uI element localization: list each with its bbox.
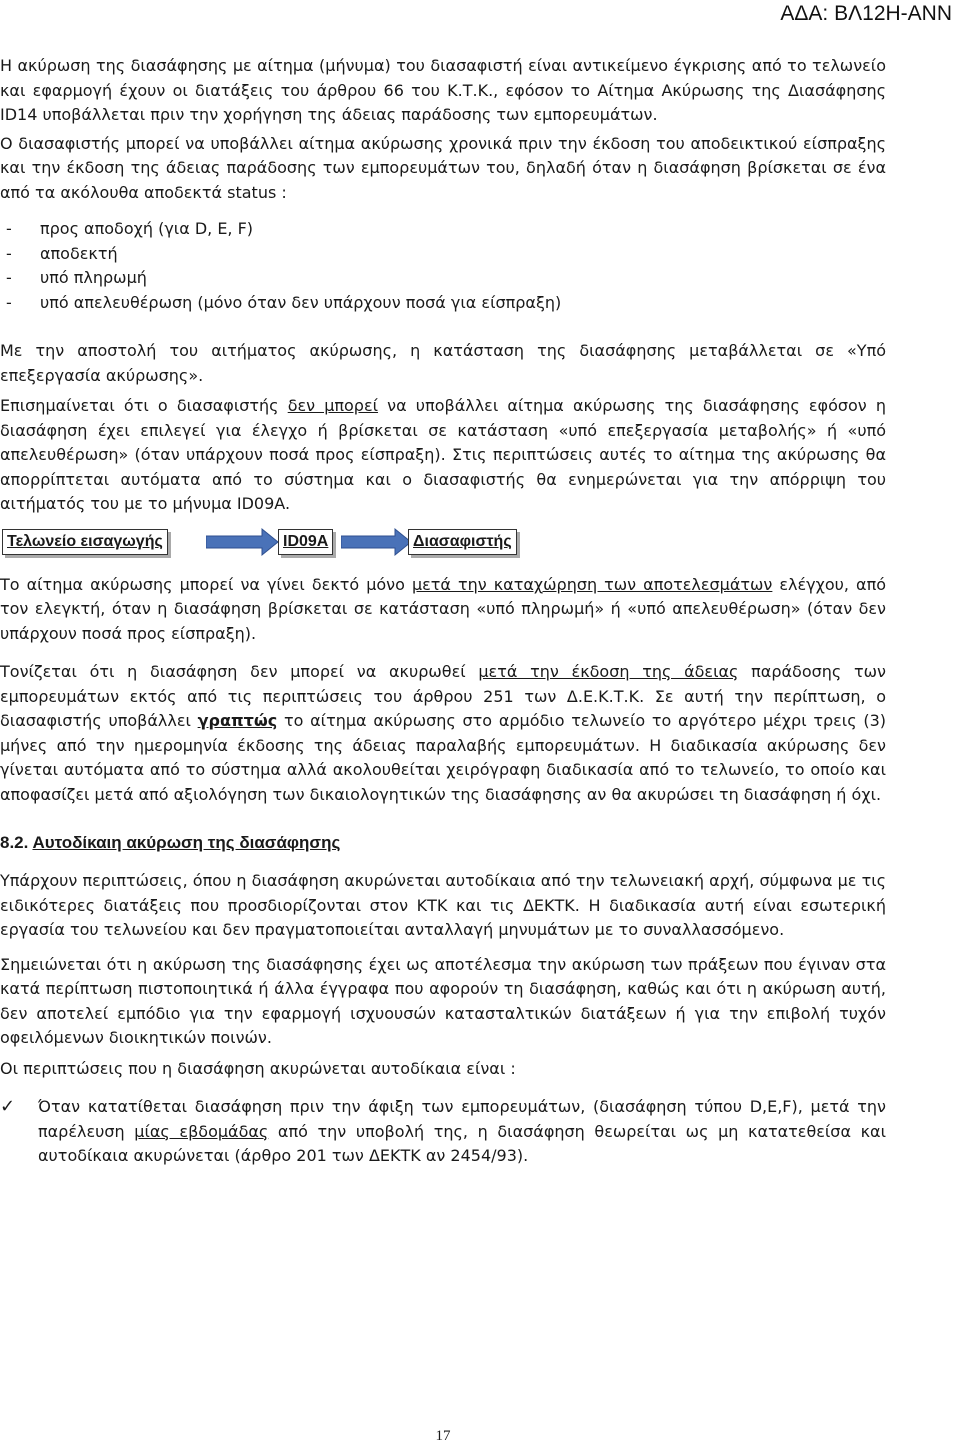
paragraph-cancellation-approval: Η ακύρωση της διασάφησης με αίτημα (μήνυμα) του διασαφιστή είναι αντικείμενο έγκρισης από το τελωνείο και εφαρμογή έχουν οι διατάξεις του άρθρου 66 του Κ.Τ.Κ., εφόσον το Αίτημα Ακύρωσης της Διασάφησης ID14 υποβάλλεται πριν την χορήγηση της άδειας παράδοσης των εμπορευμάτων. <box>0 56 886 124</box>
document-body <box>0 54 886 1169</box>
checkmark-icon: ✓ <box>0 1096 16 1117</box>
status-list <box>0 217 886 315</box>
text-run: Τονίζεται ότι η διασάφηση δεν μπορεί να ακυρωθεί <box>0 662 479 681</box>
text-run: από την υποβολή της, η διασάφηση θεωρείται ως μη κατατεθείσα και αυτοδίκαια ακυρώνεται (άρθρο 201 των ΔΕΚΤΚ αν 2454/93). <box>38 1121 886 1165</box>
dash-bullet: - <box>6 243 12 263</box>
text-run: Το αίτημα ακύρωσης μπορεί να γίνει δεκτό μόνο <box>0 574 412 594</box>
text-run: Όταν κατατίθεται διασάφηση πριν την άφιξη των εμπορευμάτων, (διασάφηση τύπου D,E,F), μετά την παρέλευση <box>38 1097 886 1141</box>
underlined-bold-text: γραπτώς <box>197 711 278 730</box>
text-run: παράδοσης των εμπορευμάτων εκτός από τις περιπτώσεις του άρθρου 251 των Δ.Ε.Κ.Τ.Κ. Σε αυτή την περίπτωση, ο διασαφιστής υποβάλλει <box>0 662 886 730</box>
checklist-item <box>0 1095 886 1169</box>
paragraph-cancellation-effects: Σημειώνεται ότι η ακύρωση της διασάφησης έχει ως αποτέλεσμα την ακύρωση των πράξεων που έγιναν στα κατά περίπτωση πιστοποιητικά ή άλλα έγγραφα που αφορούν τη διασάφηση, καθώς και ότι η ακύρωση αυτή, δεν αποτελεί εμπόδιο για την εφαρμογή ισχυουσών κατασταλτικών διατάξεων ή για την επιβολή τυχόν οφειλόμενων διοικητικών ποινών. <box>0 954 886 1047</box>
paragraph-cannot-cancel <box>0 394 886 517</box>
text-run: το αίτημα ακύρωσης στο αρμόδιο τελωνείο το αργότερο μέχρι τρεις (3) μήνες από την ημερομηνία έκδοσης της άδειας παραλαβής εμπορευμάτων. Η διαδικασία ακύρωσης δεν γίνεται αυτόματα από το σύστημα αλλά ακολουθείται χειρόγραφη διαδικασία από το τελωνείο, το οποίο και αποφασίζει μετά από αξιολόγηση των δικαιολογητικών της διασάφησης αν θα ακυρώσει τη διασάφηση ή όχι. <box>0 711 886 804</box>
paragraph-accepted-after-results <box>0 573 886 647</box>
underlined-text: μίας εβδομάδας <box>134 1121 269 1141</box>
status-list-item <box>0 291 886 316</box>
ada-code: ΑΔΑ: ΒΛ12Η-ΑΝΝ <box>780 2 952 25</box>
dash-bullet: - <box>6 292 12 312</box>
underlined-text: δεν μπορεί <box>287 396 379 415</box>
status-text: προς αποδοχή (για D, E, F) <box>40 219 254 238</box>
underlined-text: μετά την καταχώρηση των αποτελεσμάτων <box>411 574 773 594</box>
arrow-right-icon <box>206 527 280 557</box>
flow-box-customs-office: Τελωνείο εισαγωγής <box>2 529 168 555</box>
status-list-item <box>0 242 886 267</box>
flow-box-message: ID09A <box>278 529 333 555</box>
text-run: ελέγχου, από τον ελεγκτή, όταν η διασάφηση βρίσκεται σε κατάσταση «υπό πληρωμή» ή «υπό απελευθέρωση» (όταν δεν υπάρχουν ποσά προς είσπραξη). <box>0 574 887 643</box>
status-list-item <box>0 266 886 291</box>
flow-box-declarant: Διασαφιστής <box>408 529 517 555</box>
text-run: να υποβάλλει αίτημα ακύρωσης της διασάφησης εφόσον η διασάφηση έχει επιλεγεί για έλεγχο ή βρίσκεται σε κατάσταση «υπό επεξεργασία μεταβολής» ή «υπό απελευθέρωση» (όταν υπάρχουν ποσά προς είσπραξη). Στις περιπτώσεις αυτές το αίτημα της ακύρωσης θα απορρίπτεται αυτόματα από το σύστημα και ο διασαφιστής θα ενημερώνεται για την απόρριψη του αιτήματός του με το μήνυμα ID09A. <box>0 396 887 513</box>
status-text: αποδεκτή <box>40 243 118 263</box>
text-run: Επισημαίνεται ότι ο διασαφιστής <box>0 396 288 415</box>
status-list-item <box>0 217 886 242</box>
dash-bullet: - <box>6 219 12 238</box>
paragraph-cancellation-timing: Ο διασαφιστής μπορεί να υποβάλλει αίτημα ακύρωσης χρονικά πριν την έκδοση του αποδεικτικού είσπραξης και την έκδοση της άδειας παράδοσης των εμπορευμάτων του, δηλαδή όταν η διασάφηση βρίσκεται σε ένα από τα ακόλουθα αποδεκτά status : <box>0 133 886 202</box>
arrow-right-icon <box>341 527 413 557</box>
underlined-text: μετά την έκδοση της άδειας <box>478 662 739 681</box>
status-text: υπό πληρωμή <box>40 268 147 287</box>
section-number: 8.2. <box>0 833 29 852</box>
section-title: Αυτοδίκαιη ακύρωση της διασάφησης <box>32 833 341 852</box>
paragraph-status-change: Με την αποστολή του αιτήματος ακύρωσης, η κατάσταση της διασάφησης μεταβάλλεται σε «Υπό επεξεργασία ακύρωσης». <box>0 341 886 385</box>
message-flow-diagram <box>0 527 886 561</box>
paragraph-cases-intro: Οι περιπτώσεις που η διασάφηση ακυρώνεται αυτοδίκαια είναι : <box>0 1058 516 1078</box>
paragraph-after-release-permit <box>0 660 886 807</box>
dash-bullet: - <box>6 268 12 287</box>
section-heading <box>0 833 886 853</box>
paragraph-automatic-cancellation: Υπάρχουν περιπτώσεις, όπου η διασάφηση ακυρώνεται αυτοδίκαια από την τελωνειακή αρχή, σύμφωνα με τις ειδικότερες διατάξεις που προσδιορίζονται στον ΚΤΚ και τις ΔΕΚΤΚ. Η διαδικασία αυτή είναι εσωτερική εργασία του τελωνείου και δεν πραγματοποιείται ανταλλαγή μηνυμάτων με το συναλλασσόμενο. <box>0 871 886 939</box>
page-number: 17 <box>435 1428 451 1444</box>
status-text: υπό απελευθέρωση (μόνο όταν δεν υπάρχουν ποσά για είσπραξη) <box>40 292 562 312</box>
